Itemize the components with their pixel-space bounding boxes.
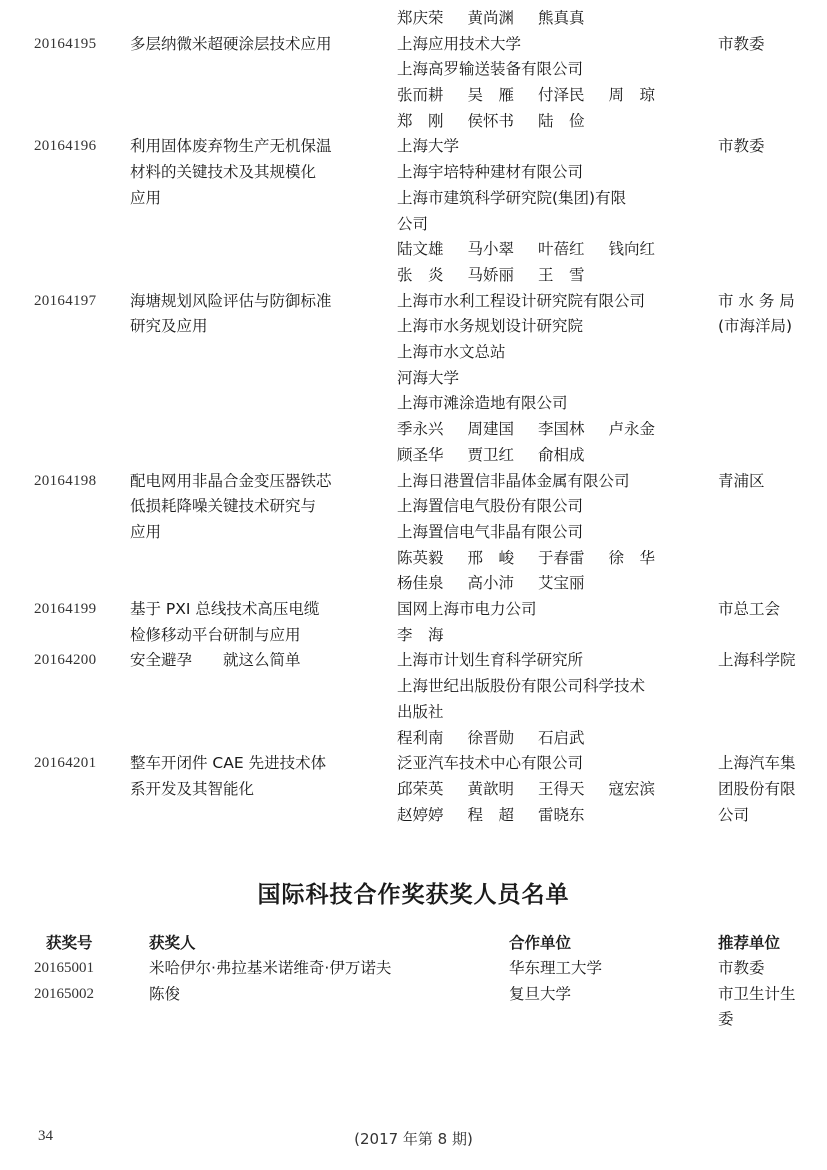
person-name: 程 超 [467, 805, 515, 824]
project-title [130, 597, 380, 648]
people-line [397, 109, 702, 135]
award-row [0, 751, 827, 828]
person-name: 马小翠 [467, 240, 515, 259]
recommender [718, 956, 765, 982]
recommender [718, 751, 814, 828]
project-title-line: 配电网用非晶合金变压器铁芯 [130, 471, 332, 490]
issue-label: (2017 年第 8 期) [354, 1130, 473, 1148]
person-name: 郑庆荣 [397, 9, 444, 27]
recommender-line: 上海科学院 [718, 651, 796, 670]
people-line [397, 777, 702, 803]
unit-name: 上海置信电气非晶有限公司 [397, 522, 584, 541]
header-award-number: 获奖号 [46, 934, 93, 952]
person-name: 程利南 [397, 728, 444, 747]
person-name: 季永兴 [397, 420, 444, 439]
person-name: 雷晓东 [538, 805, 585, 824]
person-name: 吴 雁 [467, 86, 515, 105]
person-name: 李 海 [397, 625, 444, 644]
people-line [397, 263, 702, 289]
award-row [0, 289, 827, 469]
award-number: 20165002 [34, 985, 94, 1002]
project-title [130, 751, 380, 802]
project-title-line: 安全避孕 就这么简单 [130, 651, 301, 670]
completing-units [397, 469, 702, 597]
project-title-line: 研究及应用 [130, 317, 208, 336]
person-name: 侯怀书 [467, 111, 515, 130]
recommender [718, 982, 796, 1033]
project-title-line: 利用固体废弃物生产无机保温 [130, 137, 332, 156]
project-title-line: 检修移动平台研制与应用 [130, 625, 301, 644]
person-name: 付泽民 [538, 86, 585, 105]
recommender [718, 32, 814, 58]
person-name: 寇宏滨 [608, 779, 656, 798]
people-line [397, 443, 702, 469]
header-cooperating-unit: 合作单位 [509, 934, 572, 952]
awardee-name: 陈俊 [149, 984, 181, 1003]
project-title-line: 材料的关键技术及其规模化 [130, 163, 317, 182]
unit-name: 出版社 [397, 702, 444, 721]
completing-units [397, 751, 702, 828]
completing-units [397, 134, 702, 288]
recommender-line: 市教委 [718, 137, 765, 156]
person-name: 顾圣华 [397, 445, 444, 464]
recommender-line: 市教委 [718, 34, 765, 53]
project-title [130, 469, 380, 546]
recommender-line: 团股份有限 [718, 779, 796, 798]
people-line [397, 83, 702, 109]
award-row [0, 134, 827, 288]
award-row [0, 6, 827, 32]
unit-name: 河海大学 [397, 368, 460, 387]
unit-name: 上海市滩涂造地有限公司 [397, 394, 568, 413]
person-name: 黄歆明 [467, 779, 515, 798]
recommender [718, 289, 814, 340]
recommender-line: 市总工会 [718, 600, 781, 619]
project-title [130, 289, 380, 340]
person-name: 俞相成 [538, 445, 585, 464]
award-row [0, 597, 827, 648]
recommender-line: 市 水 务 局 [718, 291, 795, 310]
person-name: 王得天 [538, 779, 585, 798]
award-number: 20165001 [34, 960, 94, 976]
person-name: 卢永金 [608, 420, 656, 439]
unit-name: 公司 [397, 214, 429, 233]
project-title-line: 基于 PXI 总线技术高压电缆 [130, 600, 320, 619]
recommender-line: 委 [718, 1010, 734, 1029]
person-name: 马娇丽 [467, 265, 515, 284]
recommender-line: (市海洋局) [718, 317, 793, 336]
person-name: 王 雪 [538, 265, 585, 284]
person-name: 周建国 [467, 420, 515, 439]
award-number: 20164195 [34, 35, 97, 52]
award-number: 20164196 [34, 138, 97, 155]
cooperating-unit: 复旦大学 [509, 984, 572, 1003]
header-recommender: 推荐单位 [718, 934, 781, 952]
people-line [397, 417, 702, 443]
unit-name: 泛亚汽车技术中心有限公司 [397, 754, 584, 773]
table-header [0, 930, 827, 956]
person-name: 于春雷 [538, 548, 585, 567]
recommender-line: 青浦区 [718, 471, 765, 490]
project-title-line: 整车开闭件 CAE 先进技术体 [130, 754, 327, 773]
person-name: 赵婷婷 [397, 805, 444, 824]
award-list [0, 6, 827, 828]
project-title-line: 低损耗降噪关键技术研究与 [130, 497, 317, 516]
unit-name: 上海应用技术大学 [397, 34, 522, 53]
award-row [0, 648, 827, 751]
award-row [0, 32, 827, 135]
people-line [397, 546, 702, 572]
award-number: 20164201 [34, 755, 97, 772]
unit-name: 上海市水利工程设计研究院有限公司 [397, 291, 646, 310]
person-name: 李国林 [538, 420, 585, 439]
person-name: 张而耕 [397, 86, 444, 105]
people-line [397, 6, 702, 32]
unit-name: 上海市建筑科学研究院(集团)有限 [397, 188, 627, 207]
person-name: 叶蓓红 [538, 240, 585, 259]
unit-name: 上海市水文总站 [397, 343, 506, 362]
recommender-line: 公司 [718, 805, 750, 824]
project-title [130, 32, 380, 58]
project-title-line: 应用 [130, 522, 162, 541]
person-name: 高小沛 [467, 574, 515, 593]
person-name: 郑 刚 [397, 111, 444, 130]
unit-name: 国网上海市电力公司 [397, 600, 537, 619]
project-title-line: 海塘规划风险评估与防御标准 [130, 291, 332, 310]
unit-name: 上海日港置信非晶体金属有限公司 [397, 471, 630, 490]
people-line [397, 571, 702, 597]
people-line [397, 726, 702, 752]
person-name: 贾卫红 [467, 445, 515, 464]
recommender [718, 134, 814, 160]
intl-award-table [0, 930, 827, 1033]
recommender-line: 市教委 [718, 959, 765, 977]
award-number: 20164197 [34, 292, 97, 309]
person-name: 杨佳泉 [397, 574, 444, 593]
table-row [0, 982, 827, 1033]
person-name: 钱向红 [608, 240, 656, 259]
cooperating-unit: 华东理工大学 [509, 959, 603, 977]
intl-rows [0, 956, 827, 1033]
people-line [397, 237, 702, 263]
person-name: 艾宝丽 [538, 574, 585, 593]
person-name: 周 琼 [608, 86, 656, 105]
award-number: 20164199 [34, 601, 97, 618]
unit-name: 上海宇培特种建材有限公司 [397, 163, 584, 182]
page-number: 34 [38, 1128, 53, 1144]
person-name: 陈英毅 [397, 548, 444, 567]
unit-name: 上海高罗输送装备有限公司 [397, 60, 584, 79]
person-name: 黄尚渊 [467, 9, 515, 27]
awardee-name: 米哈伊尔·弗拉基米诺维奇·伊万诺夫 [149, 959, 392, 977]
person-name: 陆文雄 [397, 240, 444, 259]
project-title-line: 应用 [130, 188, 162, 207]
people-line [397, 623, 702, 649]
unit-name: 上海置信电气股份有限公司 [397, 497, 584, 516]
person-name: 陆 俭 [538, 111, 585, 130]
person-name: 熊真真 [538, 9, 585, 27]
completing-units [397, 648, 702, 751]
header-awardee: 获奖人 [149, 934, 196, 952]
project-title [130, 134, 380, 211]
person-name: 邢 峻 [467, 548, 515, 567]
award-number: 20164198 [34, 472, 97, 489]
recommender [718, 469, 814, 495]
completing-units [397, 6, 702, 32]
person-name: 邱荣英 [397, 779, 444, 798]
completing-units [397, 289, 702, 469]
recommender [718, 597, 814, 623]
unit-name: 上海世纪出版股份有限公司科学技术 [397, 677, 646, 696]
project-title [130, 648, 380, 674]
recommender-line: 市卫生计生 [718, 984, 796, 1003]
person-name: 徐 华 [608, 548, 656, 567]
section-title: 国际科技合作奖获奖人员名单 [257, 881, 570, 908]
page-footer [0, 1128, 827, 1152]
completing-units [397, 597, 702, 648]
award-row [0, 469, 827, 598]
recommender [718, 648, 814, 674]
project-title-line: 多层纳微米超硬涂层技术应用 [130, 34, 332, 53]
person-name: 张 炎 [397, 265, 444, 284]
table-row [0, 956, 827, 982]
unit-name: 上海大学 [397, 137, 460, 156]
unit-name: 上海市水务规划设计研究院 [397, 317, 584, 336]
people-line [397, 803, 702, 829]
recommender-line: 上海汽车集 [718, 754, 796, 773]
award-number: 20164200 [34, 652, 97, 669]
person-name: 徐晋勋 [467, 728, 515, 747]
person-name: 石启武 [538, 728, 585, 747]
completing-units [397, 32, 702, 135]
project-title-line: 系开发及其智能化 [130, 779, 255, 798]
unit-name: 上海市计划生育科学研究所 [397, 651, 584, 670]
